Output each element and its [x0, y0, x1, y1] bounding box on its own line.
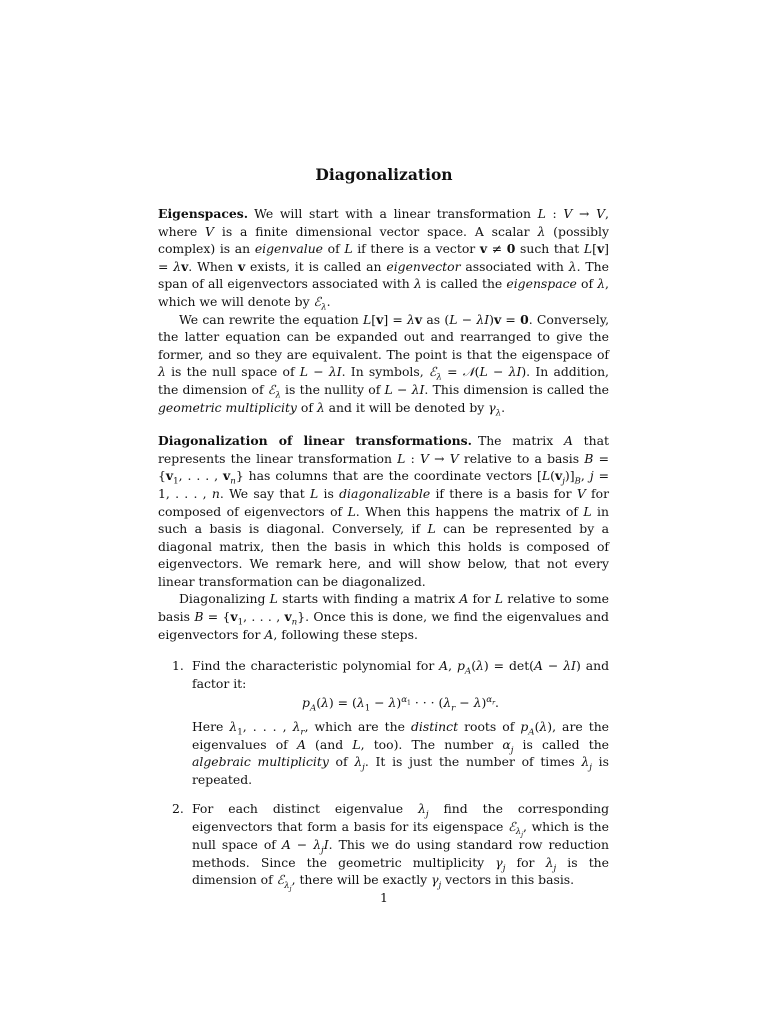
list-item	[158, 657, 609, 788]
step-2-text: For each distinct eigenvalue $\lambda_j$ find the corresponding eigenvectors that form a basis for its eigenspace ℰ$_{\lambda_j}$, which is the null space of $A - \lambda_jI$. This we do using standard row reduction methods. Since the geometric multiplicity $\gamma_j$ for $\lambda_j$ is the dimension of ℰ$_{\lambda_j}$, there will be exactly $\gamma_j$ vectors in this basis.	[192, 801, 609, 893]
section-heading: Diagonalization of linear transformations.	[158, 433, 472, 449]
step-1-display-equation: $p_A(\lambda) = (\lambda_1 - \lambda)^{\alpha_1}$ · · · $(\lambda_r - \lambda)^{\alpha_r}$.	[302, 695, 499, 714]
list-item	[158, 800, 609, 893]
document-body	[158, 205, 609, 902]
section-diagonalization-paragraph-2: Diagonalizing L starts with finding a matrix A for L relative to some basis $B = \{v_1$, . . . , $v_n$}. Once this is done, we find the eigenvalues and eigenvectors for A, following these steps.	[158, 591, 609, 642]
step-1-text: Find the characteristic polynomial for A, $p_A(\lambda) = \det(A - \lambda I)$ and factor it:	[192, 658, 610, 691]
section-heading: Eigenspaces.	[158, 206, 249, 221]
page-number: 1	[380, 890, 388, 905]
document-title: Diagonalization	[315, 165, 453, 184]
step-1-followup: Here $\lambda_1$, . . . , $\lambda_r$, which are the distinct roots of $p_A(\lambda)$, are the eigenvalues of A (and L, too). The number $\alpha_j$ is called the algebraic multiplicity of $\lambda_j$. It is just the number of times $\lambda_j$ is repeated.	[192, 719, 610, 787]
section-diagonalization-paragraph-1: Diagonalization of linear transformations. The matrix A that represents the linear transformation L : V → V relative to a basis $B = \{v_1$, . . . , $v_n$} has columns that are the coordinate vectors $[L(v_j)]_B$, j = 1, . . . , n. We say that L is diagonalizable if there is a basis for V for composed of eigenvectors of L. When this happens the matrix of L in such a basis is diagonal. Conversely, if L can be represented by a diagonal matrix, then the basis in which this holds is composed of eigenvectors. We remark here, and will show below, that not every linear transformation can be diagonalized.	[158, 433, 609, 589]
list-item-number: 2.	[172, 801, 184, 817]
list-item-number: 1.	[172, 658, 184, 674]
section-eigenspaces-paragraph-2: We can rewrite the equation L[v] = λv as (L − λI)v = 0. Conversely, the latter equation can be expanded out and rearranged to give the former, and so they are equivalent. The point is that the eigenspace of λ is the null space of L − λI. In symbols, ℰ$_\lambda$ = 𝒩(L − λI). In addition, the dimension of ℰ$_\lambda$ is the nullity of L − λI. This dimension is called the geometric multiplicity of λ and it will be denoted by $\gamma_\lambda$.	[158, 311, 610, 418]
section-eigenspaces-paragraph-1: Eigenspaces. We will start with a linear transformation L : V → V, where V is a finite dimensional vector space. A scalar λ (possibly complex) is an eigenvalue of L if there is a vector v ≠ 0 such that L[v] = λv. When v exists, it is called an eigenvector associated with λ. The span of all eigenvectors associated with λ is called the eigenspace of λ, which we will denote by ℰ$_\lambda$.	[158, 206, 609, 313]
steps-list	[158, 657, 610, 893]
